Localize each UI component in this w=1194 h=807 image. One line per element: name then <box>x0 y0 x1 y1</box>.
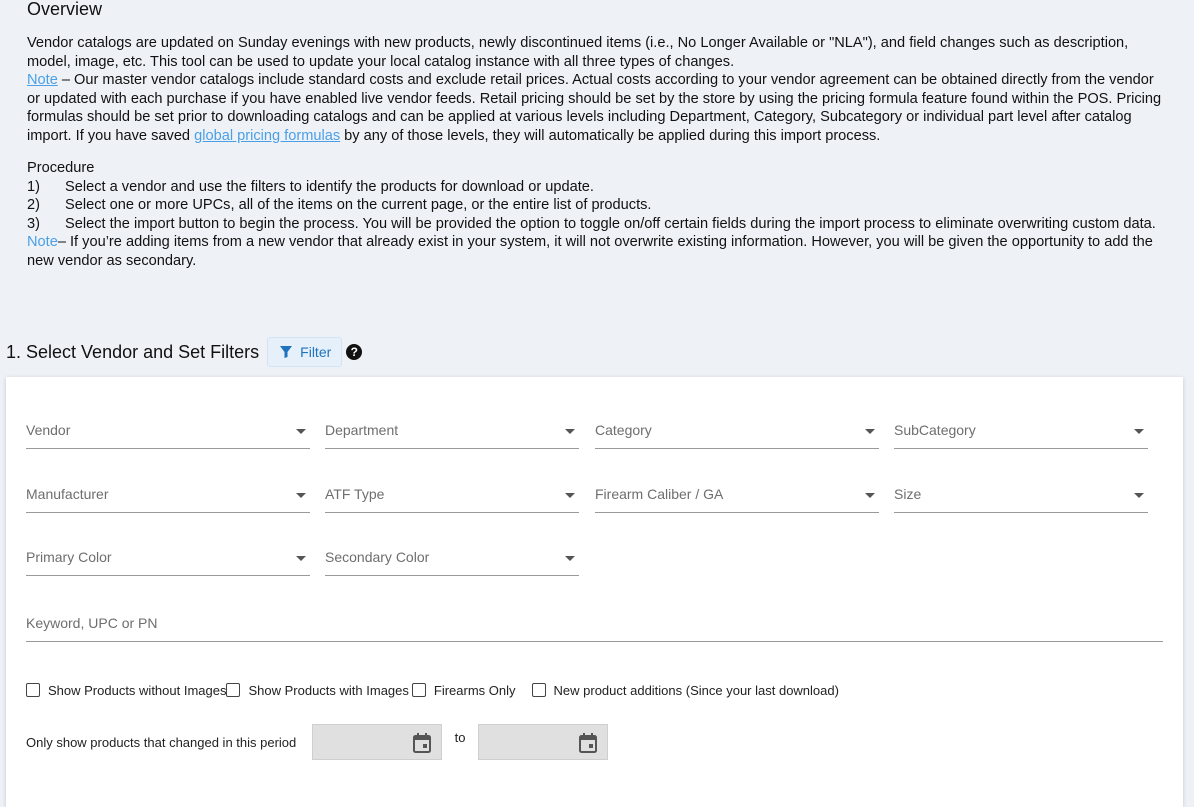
to-label: to <box>454 729 466 745</box>
vendor-select-label: Vendor <box>26 422 71 438</box>
size-select-label: Size <box>894 486 922 502</box>
filter-button[interactable] <box>267 337 342 367</box>
note-link[interactable]: Note <box>27 72 58 88</box>
overview-intro: Vendor catalogs are updated on Sunday evenings with new products, newly discontinued items (i.e., No Longer Available or "NLA"), and field changes such as description, model, image, etc. This tool can be used to update your local catalog instance with all three types of changes. <box>27 35 1129 70</box>
firearms-only-label: Firearms Only <box>433 682 516 698</box>
chevron-down-icon <box>565 429 575 434</box>
category-select-label: Category <box>595 422 652 438</box>
chevron-down-icon <box>1134 429 1144 434</box>
vendor-select[interactable] <box>26 414 310 449</box>
calendar-icon <box>413 733 431 753</box>
overview-section <box>27 0 1167 270</box>
checkbox-box[interactable] <box>532 683 546 697</box>
keyword-input[interactable] <box>26 608 1163 638</box>
help-icon[interactable]: ? <box>346 344 362 360</box>
atf-type-select[interactable] <box>325 478 579 513</box>
with-images-label: Show Products with Images <box>248 682 409 698</box>
primary-color-select-label: Primary Color <box>26 549 112 565</box>
procedure-title: Procedure <box>27 160 95 176</box>
end-date-input[interactable] <box>478 724 608 760</box>
keyword-field-wrapper <box>26 607 1163 642</box>
step3-note-text: – If you’re adding items from a new vendor that already exist in your system, it will not overwrite existing information. However, you will be given the opportunity to add the new vendor as secondary. <box>27 234 1153 269</box>
section-title: 1. Select Vendor and Set Filters <box>6 341 260 362</box>
chevron-down-icon <box>865 493 875 498</box>
calendar-icon <box>579 733 597 753</box>
subcategory-select[interactable] <box>894 414 1148 449</box>
chevron-down-icon <box>296 429 306 434</box>
new-additions-label: New product additions (Since your last download) <box>553 682 839 698</box>
subcategory-select-label: SubCategory <box>894 422 976 438</box>
firearms-only-checkbox[interactable] <box>412 683 516 698</box>
note-text-a: – Our master vendor catalogs include standard costs and exclude retail prices. Actual costs according to your vendor agreement can be obtained directly from the vendor or updated with each purchase if you have enabled live vendor feeds. Retail pricing should be set by the store by using the pricing formula feature found within the POS. Pricing formulas should be set prior to downloading catalogs and can be applied at various levels including Department, Category, Subcategory or individual part level after catalog import. If you have saved <box>27 72 1162 144</box>
step3-note-link[interactable]: Note <box>27 234 58 250</box>
checkbox-box[interactable] <box>26 683 40 697</box>
overview-title: Overview <box>27 0 103 19</box>
step-number: 2) <box>27 197 40 213</box>
change-period-row <box>26 724 608 760</box>
manufacturer-select-label: Manufacturer <box>26 486 109 502</box>
chevron-down-icon <box>1134 493 1144 498</box>
chevron-down-icon <box>296 493 306 498</box>
new-additions-checkbox[interactable] <box>532 683 839 698</box>
step-text: Select one or more UPCs, all of the items on the current page, or the entire list of products. <box>65 197 652 213</box>
pricing-note <box>27 71 1167 145</box>
procedure-step <box>27 178 1167 197</box>
size-select[interactable] <box>894 478 1148 513</box>
checkbox-box[interactable] <box>226 683 240 697</box>
category-select[interactable] <box>595 414 879 449</box>
atf-type-select-label: ATF Type <box>325 486 385 502</box>
chevron-down-icon <box>565 493 575 498</box>
start-date-input[interactable] <box>312 724 442 760</box>
step-number: 3) <box>27 215 40 232</box>
filter-panel <box>6 377 1183 807</box>
department-select[interactable] <box>325 414 579 449</box>
step-text: Select the import button to begin the process. You will be provided the option to toggle on/off certain fields during the import process to eliminate overwriting custom data. <box>65 215 1156 232</box>
procedure-step <box>27 215 1167 271</box>
filter-funnel-icon <box>280 346 292 358</box>
manufacturer-select[interactable] <box>26 478 310 513</box>
caliber-select[interactable] <box>595 478 879 513</box>
secondary-color-select[interactable] <box>325 541 579 576</box>
chevron-down-icon <box>565 556 575 561</box>
checkbox-box[interactable] <box>412 683 426 697</box>
department-select-label: Department <box>325 422 399 438</box>
chevron-down-icon <box>865 429 875 434</box>
note-text-b: by any of those levels, they will automatically be applied during this import process. <box>340 127 881 144</box>
step-number: 1) <box>27 178 40 195</box>
procedure-step <box>27 196 1167 215</box>
without-images-checkbox[interactable] <box>26 683 226 698</box>
secondary-color-select-label: Secondary Color <box>325 549 430 565</box>
global-pricing-formulas-link[interactable]: global pricing formulas <box>194 127 341 144</box>
chevron-down-icon <box>296 556 306 561</box>
without-images-label: Show Products without Images <box>48 682 227 698</box>
with-images-checkbox[interactable] <box>226 683 408 698</box>
filter-button-label: Filter <box>300 344 332 360</box>
checkbox-row <box>26 681 839 699</box>
period-label: Only show products that changed in this period <box>26 734 297 750</box>
section-header <box>6 336 362 368</box>
step-text: Select a vendor and use the filters to identify the products for download or update. <box>65 178 594 195</box>
caliber-select-label: Firearm Caliber / GA <box>595 486 724 502</box>
primary-color-select[interactable] <box>26 541 310 576</box>
